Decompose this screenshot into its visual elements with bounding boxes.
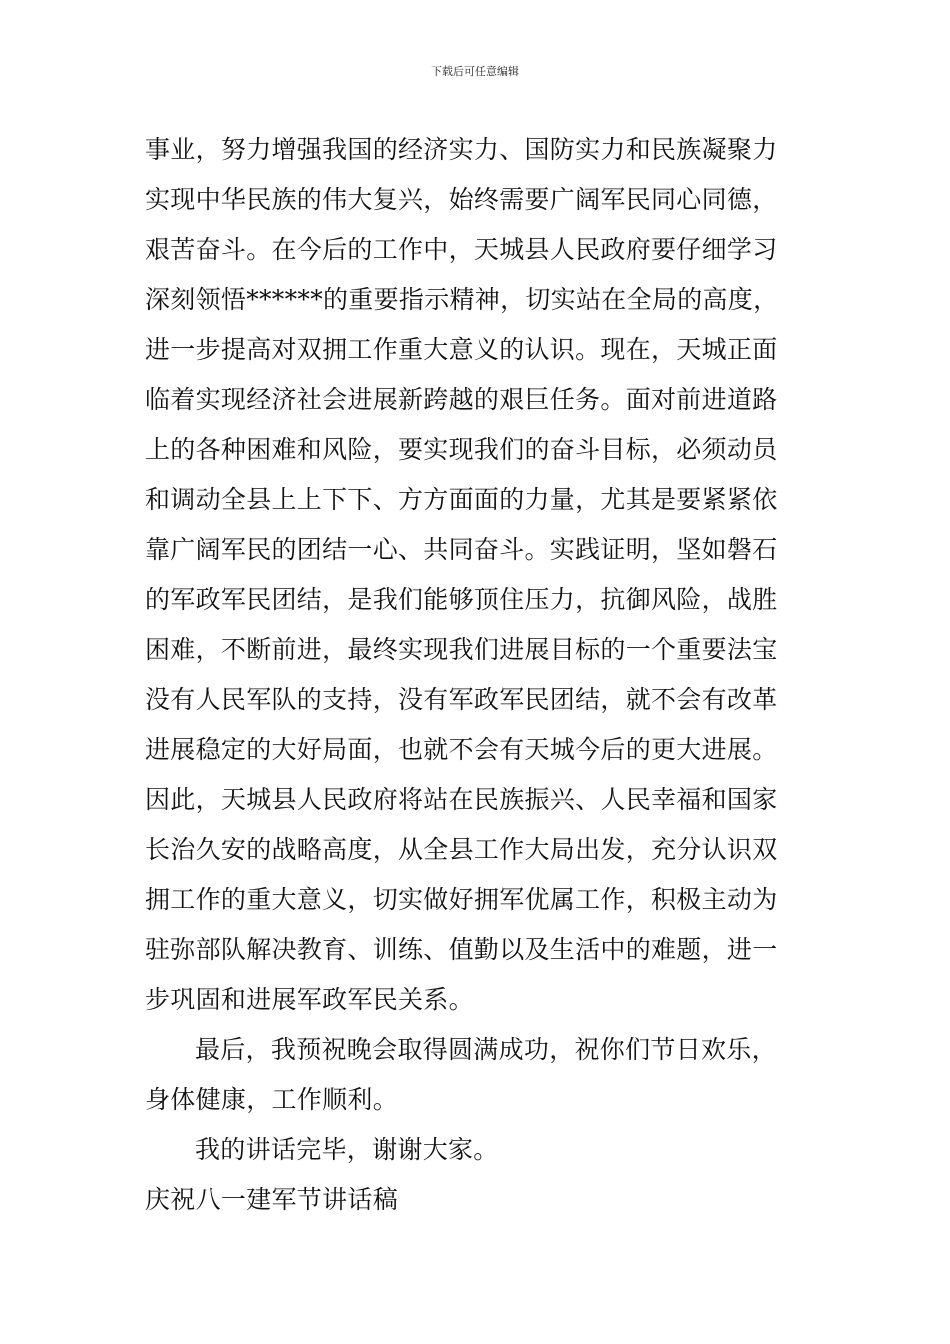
text-line: 拥工作的重大意义，切实做好拥军优属工作，积极主动为: [145, 885, 778, 914]
text-line: 进展稳定的大好局面，也就不会有天城今后的更大进展。: [145, 735, 778, 764]
text-line: 靠广阔军民的团结一心、共同奋斗。实践证明，坚如磐石: [145, 535, 778, 564]
closing-thanks-line: 我的讲话完毕，谢谢大家。: [195, 1135, 499, 1164]
page-header: 下载后可任意编辑: [431, 65, 519, 78]
text-line: 深刻领悟******的重要指示精神，切实站在全局的高度，: [145, 285, 779, 314]
text-line: 没有人民军队的支持，没有军政军民团结，就不会有改革: [145, 685, 778, 714]
next-speech-title: 庆祝八一建军节讲话稿: [145, 1185, 399, 1214]
text-line: 艰苦奋斗。在今后的工作中，天城县人民政府要仔细学习: [145, 235, 778, 264]
text-line: 实现中华民族的伟大复兴，始终需要广阔军民同心同德，: [145, 185, 778, 214]
text-line: 困难，不断前进，最终实现我们进展目标的一个重要法宝: [145, 635, 778, 664]
text-line: 事业，努力增强我国的经济实力、国防实力和民族凝聚力: [145, 135, 778, 164]
document-body: [145, 125, 815, 1225]
text-line: 驻弥部队解决教育、训练、值勤以及生活中的难题，进一: [145, 935, 778, 964]
closing-wish-line: 身体健康，工作顺利。: [145, 1085, 399, 1114]
closing-wish-line: 最后，我预祝晚会取得圆满成功，祝你们节日欢乐，: [195, 1035, 777, 1064]
text-line: 上的各种困难和风险，要实现我们的奋斗目标，必须动员: [145, 435, 778, 464]
text-line: 长治久安的战略高度，从全县工作大局出发，充分认识双: [145, 835, 778, 864]
text-line: 进一步提高对双拥工作重大意义的认识。现在，天城正面: [145, 335, 778, 364]
text-line: 和调动全县上上下下、方方面面的力量，尤其是要紧紧依: [145, 485, 778, 514]
text-line: 的军政军民团结，是我们能够顶住压力，抗御风险，战胜: [145, 585, 778, 614]
text-line: 因此，天城县人民政府将站在民族振兴、人民幸福和国家: [145, 785, 778, 814]
text-line: 步巩固和进展军政军民关系。: [145, 985, 474, 1014]
text-line: 临着实现经济社会进展新跨越的艰巨任务。面对前进道路: [145, 385, 778, 414]
